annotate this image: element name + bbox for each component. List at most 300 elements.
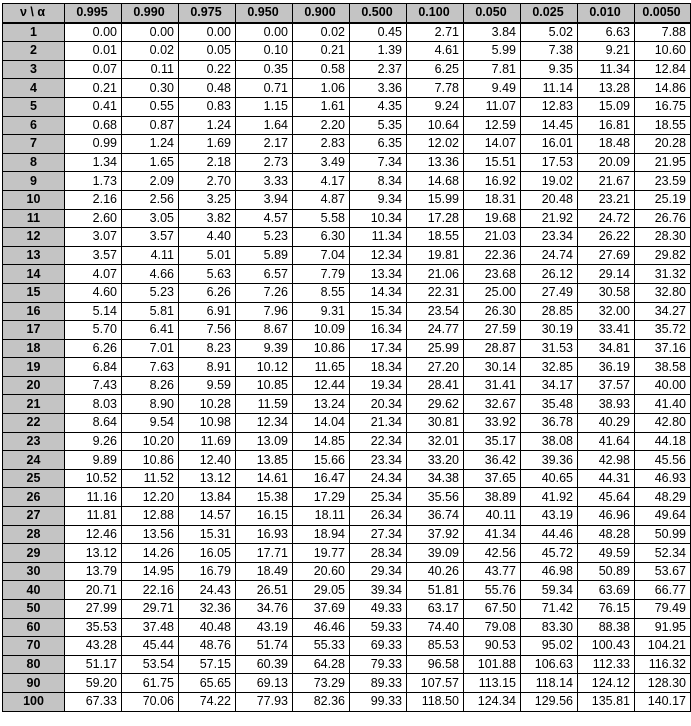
table-cell: 2.20 bbox=[293, 116, 350, 135]
table-cell: 124.12 bbox=[578, 674, 635, 693]
table-cell: 40.29 bbox=[578, 414, 635, 433]
table-cell: 27.99 bbox=[65, 600, 122, 619]
alpha-header: 0.995 bbox=[65, 4, 122, 23]
table-cell: 60.39 bbox=[236, 655, 293, 674]
table-cell: 64.28 bbox=[293, 655, 350, 674]
table-cell: 16.75 bbox=[635, 97, 691, 116]
table-row bbox=[3, 544, 691, 563]
table-cell: 3.94 bbox=[236, 190, 293, 209]
table-cell: 6.91 bbox=[179, 302, 236, 321]
table-cell: 14.86 bbox=[635, 79, 691, 98]
alpha-header: 0.0050 bbox=[635, 4, 691, 23]
df-label: 14 bbox=[3, 265, 65, 284]
table-cell: 33.41 bbox=[578, 321, 635, 340]
table-cell: 4.17 bbox=[293, 172, 350, 191]
table-cell: 0.11 bbox=[122, 60, 179, 79]
table-cell: 18.31 bbox=[464, 190, 521, 209]
table-cell: 9.59 bbox=[179, 376, 236, 395]
table-cell: 1.73 bbox=[65, 172, 122, 191]
table-cell: 69.13 bbox=[236, 674, 293, 693]
table-cell: 99.33 bbox=[350, 692, 407, 711]
table-cell: 40.65 bbox=[521, 469, 578, 488]
table-cell: 0.71 bbox=[236, 79, 293, 98]
table-cell: 11.34 bbox=[578, 60, 635, 79]
table-cell: 14.68 bbox=[407, 172, 464, 191]
table-cell: 13.12 bbox=[179, 469, 236, 488]
table-cell: 90.53 bbox=[464, 637, 521, 656]
table-cell: 0.41 bbox=[65, 97, 122, 116]
table-cell: 59.34 bbox=[521, 581, 578, 600]
table-cell: 21.34 bbox=[350, 414, 407, 433]
alpha-header: 0.990 bbox=[122, 4, 179, 23]
table-cell: 4.40 bbox=[179, 228, 236, 247]
table-cell: 3.49 bbox=[293, 153, 350, 172]
df-label: 18 bbox=[3, 339, 65, 358]
table-row bbox=[3, 692, 691, 711]
alpha-header: 0.100 bbox=[407, 4, 464, 23]
table-cell: 1.06 bbox=[293, 79, 350, 98]
table-cell: 76.15 bbox=[578, 600, 635, 619]
table-cell: 46.46 bbox=[293, 618, 350, 637]
table-cell: 118.14 bbox=[521, 674, 578, 693]
table-cell: 18.49 bbox=[236, 562, 293, 581]
table-cell: 63.69 bbox=[578, 581, 635, 600]
table-cell: 79.08 bbox=[464, 618, 521, 637]
table-row bbox=[3, 172, 691, 191]
table-row bbox=[3, 79, 691, 98]
table-body bbox=[3, 23, 691, 711]
table-cell: 11.59 bbox=[236, 395, 293, 414]
table-cell: 63.17 bbox=[407, 600, 464, 619]
df-label: 80 bbox=[3, 655, 65, 674]
table-row bbox=[3, 302, 691, 321]
table-cell: 3.05 bbox=[122, 209, 179, 228]
table-cell: 9.49 bbox=[464, 79, 521, 98]
df-label: 40 bbox=[3, 581, 65, 600]
table-cell: 8.03 bbox=[65, 395, 122, 414]
table-cell: 11.52 bbox=[122, 469, 179, 488]
table-cell: 5.01 bbox=[179, 246, 236, 265]
table-cell: 14.85 bbox=[293, 432, 350, 451]
table-cell: 31.53 bbox=[521, 339, 578, 358]
table-cell: 14.07 bbox=[464, 135, 521, 154]
table-cell: 44.18 bbox=[635, 432, 691, 451]
table-row bbox=[3, 265, 691, 284]
table-cell: 140.17 bbox=[635, 692, 691, 711]
table-row bbox=[3, 432, 691, 451]
table-cell: 16.79 bbox=[179, 562, 236, 581]
table-cell: 26.30 bbox=[464, 302, 521, 321]
df-label: 50 bbox=[3, 600, 65, 619]
table-cell: 27.34 bbox=[350, 525, 407, 544]
df-label: 21 bbox=[3, 395, 65, 414]
table-cell: 0.01 bbox=[65, 42, 122, 61]
table-cell: 18.55 bbox=[407, 228, 464, 247]
table-cell: 6.26 bbox=[65, 339, 122, 358]
table-cell: 5.63 bbox=[179, 265, 236, 284]
alpha-header: 0.025 bbox=[521, 4, 578, 23]
table-cell: 3.33 bbox=[236, 172, 293, 191]
table-cell: 45.56 bbox=[635, 451, 691, 470]
df-label: 6 bbox=[3, 116, 65, 135]
alpha-header: 0.500 bbox=[350, 4, 407, 23]
table-cell: 0.21 bbox=[65, 79, 122, 98]
table-cell: 28.85 bbox=[521, 302, 578, 321]
df-label: 9 bbox=[3, 172, 65, 191]
table-cell: 28.87 bbox=[464, 339, 521, 358]
table-cell: 4.66 bbox=[122, 265, 179, 284]
df-label: 8 bbox=[3, 153, 65, 172]
table-cell: 37.57 bbox=[578, 376, 635, 395]
table-cell: 10.09 bbox=[293, 321, 350, 340]
table-cell: 10.60 bbox=[635, 42, 691, 61]
table-cell: 0.22 bbox=[179, 60, 236, 79]
table-cell: 39.09 bbox=[407, 544, 464, 563]
table-cell: 83.30 bbox=[521, 618, 578, 637]
table-cell: 14.57 bbox=[179, 507, 236, 526]
table-cell: 1.69 bbox=[179, 135, 236, 154]
table-cell: 26.76 bbox=[635, 209, 691, 228]
table-cell: 0.07 bbox=[65, 60, 122, 79]
table-cell: 34.81 bbox=[578, 339, 635, 358]
df-label: 22 bbox=[3, 414, 65, 433]
table-cell: 48.29 bbox=[635, 488, 691, 507]
table-cell: 4.60 bbox=[65, 283, 122, 302]
table-cell: 5.23 bbox=[236, 228, 293, 247]
table-cell: 32.80 bbox=[635, 283, 691, 302]
table-cell: 43.77 bbox=[464, 562, 521, 581]
df-label: 60 bbox=[3, 618, 65, 637]
table-cell: 45.72 bbox=[521, 544, 578, 563]
table-cell: 38.89 bbox=[464, 488, 521, 507]
table-cell: 20.60 bbox=[293, 562, 350, 581]
table-cell: 31.41 bbox=[464, 376, 521, 395]
chi-square-critical-values-table bbox=[2, 3, 691, 712]
table-cell: 39.34 bbox=[350, 581, 407, 600]
table-cell: 59.33 bbox=[350, 618, 407, 637]
table-cell: 59.20 bbox=[65, 674, 122, 693]
table-cell: 124.34 bbox=[464, 692, 521, 711]
df-label: 4 bbox=[3, 79, 65, 98]
table-cell: 4.11 bbox=[122, 246, 179, 265]
df-label: 16 bbox=[3, 302, 65, 321]
df-label: 28 bbox=[3, 525, 65, 544]
table-cell: 42.98 bbox=[578, 451, 635, 470]
table-cell: 19.34 bbox=[350, 376, 407, 395]
table-cell: 19.02 bbox=[521, 172, 578, 191]
table-cell: 13.09 bbox=[236, 432, 293, 451]
table-cell: 3.57 bbox=[65, 246, 122, 265]
table-cell: 20.48 bbox=[521, 190, 578, 209]
table-cell: 32.67 bbox=[464, 395, 521, 414]
table-cell: 10.86 bbox=[122, 451, 179, 470]
table-cell: 35.53 bbox=[65, 618, 122, 637]
table-cell: 29.82 bbox=[635, 246, 691, 265]
table-cell: 10.86 bbox=[293, 339, 350, 358]
table-cell: 3.82 bbox=[179, 209, 236, 228]
table-cell: 27.49 bbox=[521, 283, 578, 302]
df-label: 11 bbox=[3, 209, 65, 228]
table-cell: 7.04 bbox=[293, 246, 350, 265]
table-cell: 46.93 bbox=[635, 469, 691, 488]
table-row bbox=[3, 376, 691, 395]
table-cell: 15.66 bbox=[293, 451, 350, 470]
table-cell: 30.81 bbox=[407, 414, 464, 433]
table-cell: 19.81 bbox=[407, 246, 464, 265]
df-label: 27 bbox=[3, 507, 65, 526]
table-cell: 73.29 bbox=[293, 674, 350, 693]
table-cell: 21.06 bbox=[407, 265, 464, 284]
table-cell: 0.10 bbox=[236, 42, 293, 61]
table-cell: 37.16 bbox=[635, 339, 691, 358]
df-label: 100 bbox=[3, 692, 65, 711]
table-row bbox=[3, 246, 691, 265]
table-cell: 26.12 bbox=[521, 265, 578, 284]
table-cell: 48.76 bbox=[179, 637, 236, 656]
table-cell: 12.02 bbox=[407, 135, 464, 154]
table-cell: 1.65 bbox=[122, 153, 179, 172]
table-cell: 15.34 bbox=[350, 302, 407, 321]
table-cell: 13.36 bbox=[407, 153, 464, 172]
table-cell: 53.54 bbox=[122, 655, 179, 674]
alpha-header: 0.950 bbox=[236, 4, 293, 23]
table-cell: 34.17 bbox=[521, 376, 578, 395]
table-cell: 106.63 bbox=[521, 655, 578, 674]
table-cell: 36.42 bbox=[464, 451, 521, 470]
table-cell: 37.69 bbox=[293, 600, 350, 619]
table-cell: 5.58 bbox=[293, 209, 350, 228]
table-cell: 70.06 bbox=[122, 692, 179, 711]
table-cell: 7.78 bbox=[407, 79, 464, 98]
table-row bbox=[3, 414, 691, 433]
table-cell: 14.61 bbox=[236, 469, 293, 488]
table-row bbox=[3, 97, 691, 116]
table-cell: 40.48 bbox=[179, 618, 236, 637]
table-row bbox=[3, 23, 691, 42]
table-row bbox=[3, 525, 691, 544]
table-cell: 16.92 bbox=[464, 172, 521, 191]
table-cell: 8.64 bbox=[65, 414, 122, 433]
table-cell: 113.15 bbox=[464, 674, 521, 693]
table-cell: 18.48 bbox=[578, 135, 635, 154]
table-cell: 12.84 bbox=[635, 60, 691, 79]
table-cell: 55.33 bbox=[293, 637, 350, 656]
table-cell: 7.96 bbox=[236, 302, 293, 321]
table-cell: 49.59 bbox=[578, 544, 635, 563]
table-row bbox=[3, 358, 691, 377]
table-cell: 32.00 bbox=[578, 302, 635, 321]
table-cell: 66.77 bbox=[635, 581, 691, 600]
table-cell: 9.31 bbox=[293, 302, 350, 321]
table-cell: 6.30 bbox=[293, 228, 350, 247]
table-cell: 22.36 bbox=[464, 246, 521, 265]
table-cell: 2.73 bbox=[236, 153, 293, 172]
table-cell: 67.33 bbox=[65, 692, 122, 711]
table-cell: 0.02 bbox=[122, 42, 179, 61]
table-cell: 31.32 bbox=[635, 265, 691, 284]
table-cell: 34.27 bbox=[635, 302, 691, 321]
table-cell: 17.28 bbox=[407, 209, 464, 228]
table-cell: 1.34 bbox=[65, 153, 122, 172]
table-cell: 41.34 bbox=[464, 525, 521, 544]
table-cell: 4.57 bbox=[236, 209, 293, 228]
table-cell: 23.34 bbox=[521, 228, 578, 247]
table-cell: 10.64 bbox=[407, 116, 464, 135]
table-cell: 46.98 bbox=[521, 562, 578, 581]
table-cell: 18.34 bbox=[350, 358, 407, 377]
table-cell: 0.87 bbox=[122, 116, 179, 135]
table-cell: 10.98 bbox=[179, 414, 236, 433]
table-cell: 19.77 bbox=[293, 544, 350, 563]
header-row bbox=[3, 4, 691, 23]
table-cell: 16.01 bbox=[521, 135, 578, 154]
table-cell: 3.36 bbox=[350, 79, 407, 98]
table-cell: 45.44 bbox=[122, 637, 179, 656]
table-cell: 79.49 bbox=[635, 600, 691, 619]
table-cell: 22.31 bbox=[407, 283, 464, 302]
table-cell: 32.85 bbox=[521, 358, 578, 377]
table-cell: 9.54 bbox=[122, 414, 179, 433]
table-cell: 129.56 bbox=[521, 692, 578, 711]
table-cell: 27.69 bbox=[578, 246, 635, 265]
table-cell: 15.51 bbox=[464, 153, 521, 172]
table-cell: 7.34 bbox=[350, 153, 407, 172]
table-cell: 9.89 bbox=[65, 451, 122, 470]
table-cell: 51.17 bbox=[65, 655, 122, 674]
table-cell: 2.83 bbox=[293, 135, 350, 154]
df-label: 7 bbox=[3, 135, 65, 154]
table-cell: 95.02 bbox=[521, 637, 578, 656]
table-cell: 23.34 bbox=[350, 451, 407, 470]
table-cell: 2.71 bbox=[407, 23, 464, 42]
table-cell: 2.17 bbox=[236, 135, 293, 154]
table-cell: 18.94 bbox=[293, 525, 350, 544]
table-cell: 44.46 bbox=[521, 525, 578, 544]
table-cell: 101.88 bbox=[464, 655, 521, 674]
table-cell: 13.79 bbox=[65, 562, 122, 581]
table-cell: 50.89 bbox=[578, 562, 635, 581]
table-cell: 30.58 bbox=[578, 283, 635, 302]
table-cell: 24.43 bbox=[179, 581, 236, 600]
table-cell: 36.19 bbox=[578, 358, 635, 377]
table-cell: 16.34 bbox=[350, 321, 407, 340]
table-row bbox=[3, 469, 691, 488]
table-cell: 28.41 bbox=[407, 376, 464, 395]
df-label: 20 bbox=[3, 376, 65, 395]
table-row bbox=[3, 228, 691, 247]
table-cell: 30.19 bbox=[521, 321, 578, 340]
df-label: 90 bbox=[3, 674, 65, 693]
table-cell: 1.24 bbox=[179, 116, 236, 135]
table-cell: 0.55 bbox=[122, 97, 179, 116]
table-cell: 5.02 bbox=[521, 23, 578, 42]
table-cell: 43.19 bbox=[236, 618, 293, 637]
table-cell: 3.07 bbox=[65, 228, 122, 247]
table-cell: 6.35 bbox=[350, 135, 407, 154]
table-cell: 3.25 bbox=[179, 190, 236, 209]
table-cell: 13.12 bbox=[65, 544, 122, 563]
table-cell: 7.63 bbox=[122, 358, 179, 377]
table-cell: 29.71 bbox=[122, 600, 179, 619]
table-cell: 20.34 bbox=[350, 395, 407, 414]
table-cell: 69.33 bbox=[350, 637, 407, 656]
table-cell: 12.34 bbox=[350, 246, 407, 265]
df-label: 23 bbox=[3, 432, 65, 451]
table-cell: 0.02 bbox=[293, 23, 350, 42]
table-cell: 42.80 bbox=[635, 414, 691, 433]
df-label: 13 bbox=[3, 246, 65, 265]
table-cell: 12.88 bbox=[122, 507, 179, 526]
table-cell: 48.28 bbox=[578, 525, 635, 544]
table-cell: 14.45 bbox=[521, 116, 578, 135]
alpha-header: 0.050 bbox=[464, 4, 521, 23]
table-cell: 21.95 bbox=[635, 153, 691, 172]
table-cell: 35.56 bbox=[407, 488, 464, 507]
table-cell: 0.00 bbox=[179, 23, 236, 42]
table-cell: 41.40 bbox=[635, 395, 691, 414]
table-row bbox=[3, 488, 691, 507]
table-cell: 34.76 bbox=[236, 600, 293, 619]
table-cell: 40.00 bbox=[635, 376, 691, 395]
table-cell: 0.35 bbox=[236, 60, 293, 79]
table-cell: 55.76 bbox=[464, 581, 521, 600]
table-cell: 38.93 bbox=[578, 395, 635, 414]
table-cell: 9.39 bbox=[236, 339, 293, 358]
table-cell: 22.16 bbox=[122, 581, 179, 600]
table-cell: 20.28 bbox=[635, 135, 691, 154]
table-cell: 6.84 bbox=[65, 358, 122, 377]
table-cell: 30.14 bbox=[464, 358, 521, 377]
table-cell: 21.03 bbox=[464, 228, 521, 247]
table-cell: 8.67 bbox=[236, 321, 293, 340]
df-label: 70 bbox=[3, 637, 65, 656]
table-cell: 12.34 bbox=[236, 414, 293, 433]
table-cell: 79.33 bbox=[350, 655, 407, 674]
table-cell: 13.85 bbox=[236, 451, 293, 470]
table-cell: 77.93 bbox=[236, 692, 293, 711]
table-cell: 2.37 bbox=[350, 60, 407, 79]
table-cell: 9.34 bbox=[350, 190, 407, 209]
table-cell: 49.33 bbox=[350, 600, 407, 619]
table-cell: 5.99 bbox=[464, 42, 521, 61]
table-cell: 6.25 bbox=[407, 60, 464, 79]
table-cell: 43.19 bbox=[521, 507, 578, 526]
table-cell: 2.60 bbox=[65, 209, 122, 228]
table-cell: 5.81 bbox=[122, 302, 179, 321]
table-cell: 15.38 bbox=[236, 488, 293, 507]
table-cell: 29.14 bbox=[578, 265, 635, 284]
table-cell: 22.34 bbox=[350, 432, 407, 451]
table-cell: 104.21 bbox=[635, 637, 691, 656]
table-cell: 112.33 bbox=[578, 655, 635, 674]
table-cell: 9.35 bbox=[521, 60, 578, 79]
table-row bbox=[3, 655, 691, 674]
table-cell: 0.58 bbox=[293, 60, 350, 79]
table-cell: 51.74 bbox=[236, 637, 293, 656]
table-cell: 15.31 bbox=[179, 525, 236, 544]
table-cell: 13.28 bbox=[578, 79, 635, 98]
table-cell: 52.34 bbox=[635, 544, 691, 563]
table-cell: 23.21 bbox=[578, 190, 635, 209]
table-cell: 25.19 bbox=[635, 190, 691, 209]
table-cell: 0.30 bbox=[122, 79, 179, 98]
df-label: 25 bbox=[3, 469, 65, 488]
table-cell: 17.29 bbox=[293, 488, 350, 507]
table-cell: 7.38 bbox=[521, 42, 578, 61]
table-cell: 24.74 bbox=[521, 246, 578, 265]
table-cell: 0.21 bbox=[293, 42, 350, 61]
table-cell: 15.99 bbox=[407, 190, 464, 209]
